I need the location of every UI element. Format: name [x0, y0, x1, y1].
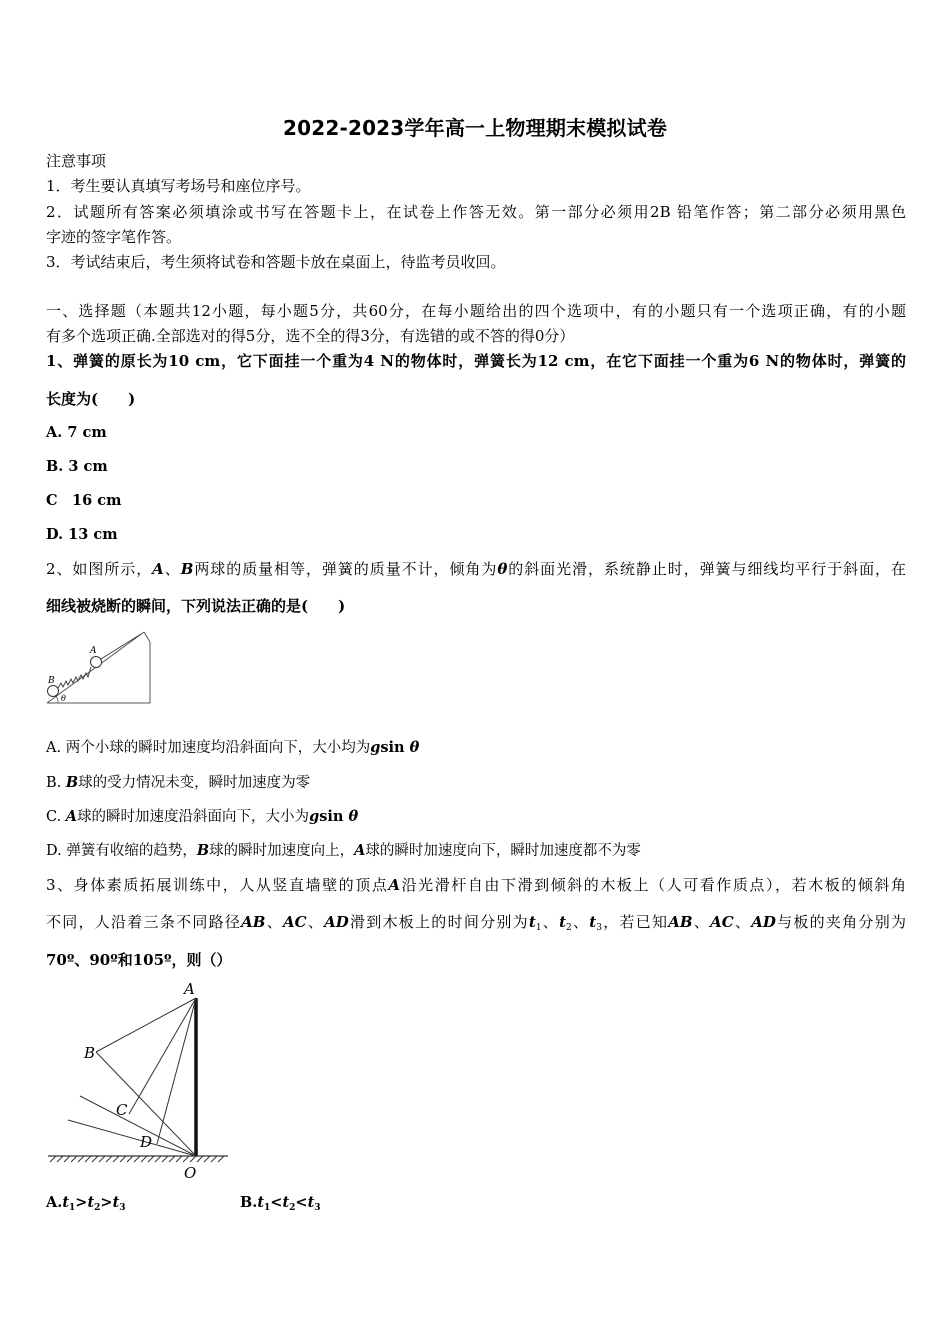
q2-number: 2、如图所示，: [46, 560, 153, 578]
spring: [58, 667, 91, 688]
q3-path-ab: AB: [241, 913, 266, 931]
q3-path-ad: AD: [324, 913, 349, 931]
q2-option-a-text: A. 两个小球的瞬时加速度均沿斜面向下，大小均为: [46, 740, 371, 756]
q2-option-d: [46, 841, 641, 861]
q3-option-b-sub3: 3: [314, 1203, 321, 1213]
q3-stem-line2: [46, 912, 906, 938]
q3-option-b-sub2: 2: [289, 1203, 296, 1213]
q2-option-c-theta: θ: [348, 808, 359, 825]
q1-option-b: B. 3 cm: [46, 458, 108, 475]
q3-path-ad-2: AD: [751, 913, 776, 931]
q3-t3-sub: 3: [596, 923, 602, 933]
paths-and-boards: [68, 998, 196, 1156]
q3-text-2: 沿光滑杆自由下滑到倾斜的木板上（人可看作质点），若木板的倾斜角: [400, 876, 907, 894]
q3-point-a: A: [388, 876, 401, 894]
q2-incline-figure: [44, 624, 154, 708]
q2-option-c-ball: A: [65, 808, 78, 825]
label-b: B: [48, 676, 55, 686]
q3-t2-sub: 2: [566, 923, 572, 933]
q3-option-b-op1: <: [270, 1194, 283, 1211]
q3-sep-2: 、: [306, 913, 325, 931]
q2-option-d-ball-b: B: [196, 842, 210, 859]
q3-option-b: [240, 1193, 321, 1218]
q3-l2-text-3: ，若已知: [601, 913, 669, 931]
q3-path-ab-2: AB: [668, 913, 693, 931]
q3-option-b-prefix: B.: [240, 1194, 258, 1211]
notice-item-2-cont: 字迹的签字笔作答。: [46, 228, 182, 246]
q3-option-a-sub2: 2: [94, 1203, 101, 1213]
q2-option-d-text-1: D. 弹簧有收缩的趋势，: [46, 843, 197, 859]
q3-t3: t: [589, 913, 597, 931]
q3-option-b-sub1: 1: [264, 1203, 271, 1213]
q2-option-b-prefix: B.: [46, 775, 66, 791]
q3-t1-sub: 1: [535, 923, 542, 933]
q2-option-b-text: 球的受力情况未变，瞬时加速度为零: [78, 775, 311, 791]
q2-stem-line1: [46, 559, 906, 579]
q2-text-1: 两球的质量相等，弹簧的质量不计，倾角为: [193, 560, 498, 578]
q2-option-b-ball: B: [65, 774, 79, 791]
q3-option-a-sub1: 1: [69, 1203, 76, 1213]
q2-text-2: 的斜面光滑，系统静止时，弹簧与细线均平行于斜面，在: [507, 560, 906, 578]
q2-option-a-g: g: [370, 739, 381, 756]
q1-stem-line1: 1、弹簧的原长为10 cm，它下面挂一个重为4 N的物体时，弹簧长为12 cm，在它下面挂一个重为6 N的物体时，弹簧的: [46, 352, 906, 370]
label-o: O: [184, 1164, 197, 1182]
q2-option-d-text-3: 球的瞬时加速度向下，瞬时加速度都不为零: [365, 843, 641, 859]
q3-sep-3: 、: [541, 913, 560, 931]
angle-arc: [56, 696, 58, 703]
q2-option-c-prefix: C.: [46, 809, 66, 825]
q2-option-d-text-2: 球的瞬时加速度向上，: [209, 843, 355, 859]
q2-option-c-text: 球的瞬时加速度沿斜面向下，大小为: [77, 809, 310, 825]
q3-l2-text-2: 滑到木板上的时间分别为: [348, 913, 529, 931]
q3-sep-4: 、: [571, 913, 590, 931]
q3-option-b-op2: <: [295, 1194, 308, 1211]
q2-option-a-theta: θ: [409, 739, 420, 756]
incline-outline: [47, 632, 150, 703]
q2-option-c-sin: sin: [319, 808, 349, 825]
q1-option-c: C 16 cm: [46, 492, 122, 509]
section-heading-line2: 有多个选项正确.全部选对的得5分，选不全的得3分，有选错的或不答的得0分）: [46, 327, 575, 345]
q3-option-a-t1: t: [62, 1194, 70, 1211]
q3-option-a-prefix: A.: [46, 1194, 63, 1211]
notice-item-3: 3．考试结束后，考生须将试卷和答题卡放在桌面上，待监考员收回。: [46, 253, 506, 271]
q2-ball-b: B: [180, 560, 194, 578]
q3-option-a-t2: t: [87, 1194, 95, 1211]
q3-sep-5: 、: [692, 913, 711, 931]
label-d: D: [140, 1133, 153, 1151]
label-a: A: [184, 980, 195, 998]
q2-option-c: [46, 807, 358, 827]
q2-option-a: [46, 738, 419, 758]
notice-heading: 注意事项: [46, 152, 107, 170]
label-b: B: [84, 1044, 96, 1062]
q3-t2: t: [559, 913, 567, 931]
q3-option-a-op1: >: [75, 1194, 88, 1211]
page-title: 2022-2023学年高一上物理期末模拟试卷: [282, 116, 668, 140]
q3-text-1: 3、身体素质拓展训练中，人从竖直墙壁的顶点: [46, 876, 389, 894]
q3-stem-line3: 70º、90º和105º，则（）: [46, 951, 232, 969]
label-a: A: [90, 646, 97, 656]
q3-option-b-t2: t: [282, 1194, 290, 1211]
q3-option-a-sub3: 3: [119, 1203, 126, 1213]
q2-ball-a: A: [152, 560, 164, 578]
q1-stem-line2: 长度为( ): [46, 390, 136, 408]
q3-sep-1: 、: [265, 913, 283, 931]
q3-l2-text-4: 与板的夹角分别为: [775, 913, 906, 931]
q3-option-a-op2: >: [100, 1194, 113, 1211]
q2-sep: 、: [163, 560, 181, 578]
label-theta: θ: [61, 694, 66, 703]
notice-item-1: 1．考生要认真填写考场号和座位序号。: [46, 177, 311, 195]
q2-option-c-g: g: [309, 808, 320, 825]
q3-sep-6: 、: [733, 913, 752, 931]
q3-wall-figure: [44, 978, 234, 1184]
ground-hatch: [50, 1156, 224, 1162]
thread: [101, 634, 141, 659]
q2-stem-line2: 细线被烧断的瞬间，下列说法正确的是( ): [46, 597, 346, 615]
section-heading-line1: 一、选择题（本题共12小题，每小题5分，共60分，在每小题给出的四个选项中，有的小题只有一个选项正确，有的小题: [46, 302, 906, 320]
q2-option-d-ball-a: A: [354, 842, 366, 859]
q3-option-b-t1: t: [257, 1194, 265, 1211]
q3-option-a: [46, 1193, 126, 1218]
q3-option-b-t3: t: [307, 1194, 315, 1211]
q1-option-a: A. 7 cm: [46, 424, 107, 441]
q3-option-a-t3: t: [112, 1194, 120, 1211]
q3-stem-line1: [46, 875, 906, 895]
q1-option-d: D. 13 cm: [46, 526, 118, 543]
q2-theta: θ: [497, 560, 508, 578]
label-c: C: [116, 1101, 128, 1119]
notice-item-2: 2．试题所有答案必须填涂或书写在答题卡上，在试卷上作答无效。第一部分必须用2B 铅笔作答；第二部分必须用黑色: [46, 203, 906, 221]
q2-option-b: [46, 773, 310, 793]
q2-option-a-sin: sin: [380, 739, 410, 756]
q3-path-ac: AC: [282, 913, 307, 931]
q3-path-ac-2: AC: [710, 913, 734, 931]
q3-l2-text-1: 不同，人沿着三条不同路径: [46, 913, 242, 931]
q3-t1: t: [528, 913, 536, 931]
ball-b: [48, 686, 59, 697]
ball-a: [91, 657, 102, 668]
